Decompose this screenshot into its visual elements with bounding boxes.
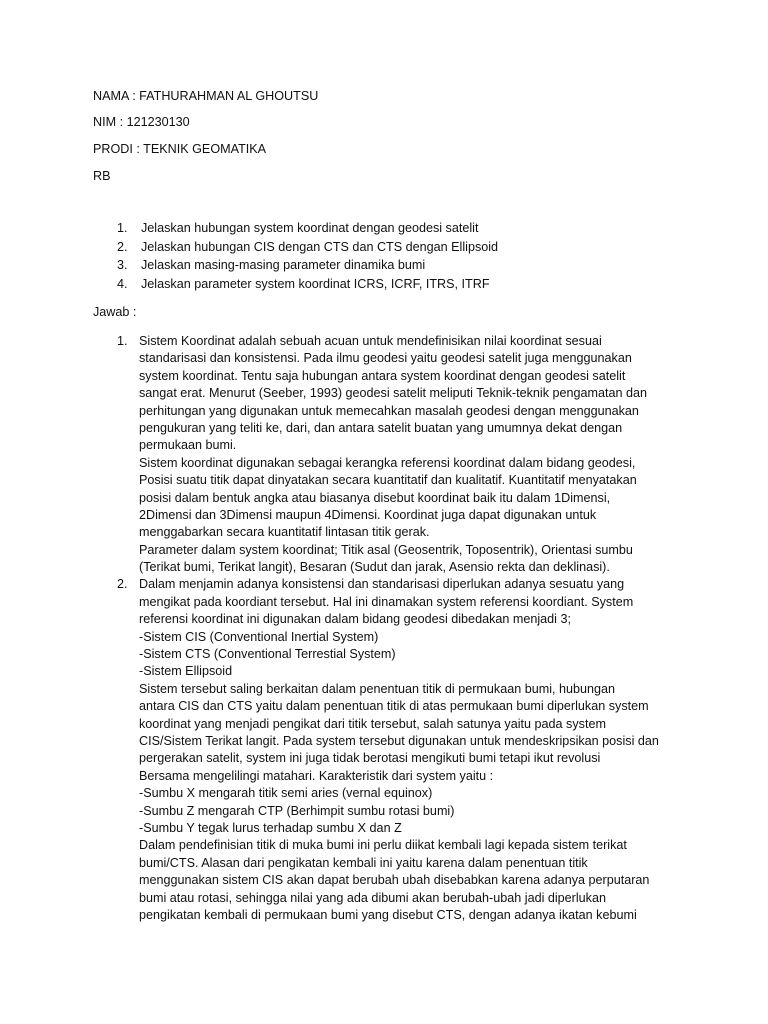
answer-line: -Sistem Ellipsoid [139, 664, 233, 679]
answer-line: Dalam pendefinisian titik di muka bumi ini perlu diikat kembali lagi kepada sistem terikat [139, 838, 627, 853]
answer-number: 2. [117, 577, 128, 592]
class-line: RB [93, 169, 111, 183]
answer-line: antara CIS dan CTS yaitu dalam penentuan titik di atas permukaan bumi diperlukan system [139, 699, 649, 714]
answer-line: Bersama mengelilingi matahari. Karakteristik dari system yaitu : [139, 768, 494, 783]
answer-line: -Sumbu Z mengarah CTP (Berhimpit sumbu rotasi bumi) [139, 803, 455, 818]
answer-line: -Sumbu X mengarah titik semi aries (vernal equinox) [139, 786, 433, 801]
question-text: Jelaskan hubungan system koordinat dengan geodesi satelit [141, 221, 479, 235]
answer-line: Posisi suatu titik dapat dinyatakan secara kuantitatif dan kualitatif. Kuantitatif menyatakan [139, 473, 637, 488]
question-number: 1. [117, 221, 128, 235]
answer-line: koordinat yang menjadi pengikat dari titik tersebut, salah satunya yaitu pada system [139, 716, 606, 731]
answer-line: CIS/Sistem Terikat langit. Pada system tersebut digunakan untuk mendeskripsikan posisi dan [139, 733, 659, 748]
answer-line: Parameter dalam system koordinat; Titik asal (Geosentrik, Toposentrik), Orientasi sumbu [139, 542, 633, 557]
question-number: 3. [117, 258, 128, 273]
answer-line: pengukuran yang teliti ke, dari, dan antara satelit buatan yang umumnya dekat dengan [139, 420, 623, 435]
answer-list [117, 333, 677, 924]
answer-line: 2Dimensi dan 3Dimensi maupun 4Dimensi. Koordinat juga dapat digunakan untuk [139, 507, 597, 522]
answer-line: mengikat pada koordiant tersebut. Hal ini dinamakan system referensi koordiant. System [139, 594, 634, 609]
answer-line: bumi/CTS. Alasan dari pengikatan kembali ini yaitu karena dalam penentuan titik [139, 855, 588, 870]
nim-line: NIM : 121230130 [93, 115, 190, 129]
answer-line: menggabarkan secara kuantitatif lintasan titik gerak. [139, 525, 430, 540]
question-text: Jelaskan masing-masing parameter dinamika bumi [141, 258, 426, 273]
answer-line: system koordinat. Tentu saja hubungan antara system koordinat dengan geodesi satelit [139, 368, 626, 383]
answer-line: -Sumbu Y tegak lurus terhadap sumbu X dan Z [139, 820, 402, 835]
answer-line: pengikatan kembali di permukaan bumi yang disebut CTS, dengan adanya ikatan kebumi [139, 907, 637, 922]
question-number: 2. [117, 239, 128, 254]
answer-line: Dalam menjamin adanya konsistensi dan standarisasi diperlukan adanya sesuatu yang [139, 577, 625, 592]
answer-body [139, 576, 677, 924]
answer-line: Sistem tersebut saling berkaitan dalam penentuan titik di permukaan bumi, hubungan [139, 681, 616, 696]
answer-line: -Sistem CTS (Conventional Terrestial System) [139, 647, 396, 662]
answer-line: standarisasi dan konsistensi. Pada ilmu geodesi yaitu geodesi satelit juga menggunakan [139, 351, 632, 366]
answer-line: permukaan bumi. [139, 438, 237, 453]
answer-line: posisi dalam bentuk angka atau biasanya disebut koordinat baik itu dalam 1Dimensi, [139, 490, 611, 505]
answer-line: Sistem koordinat digunakan sebagai kerangka referensi koordinat dalam bidang geodesi, [139, 455, 636, 470]
answer-number: 1. [117, 334, 128, 348]
question-text: Jelaskan parameter system koordinat ICRS, ICRF, ITRS, ITRF [141, 277, 490, 292]
answer-line: bumi atau rotasi, sehingga nilai yang ada dibumi akan berubah-ubah jadi diperlukan [139, 890, 606, 905]
question-text: Jelaskan hubungan CIS dengan CTS dan CTS dengan Ellipsoid [141, 239, 499, 254]
answer-line: sangat erat. Menurut (Seeber, 1993) geodesi satelit meliputi Teknik-teknik pengamatan dan [139, 386, 648, 401]
answer-line: -Sistem CIS (Conventional Inertial System) [139, 629, 379, 644]
answer-item [117, 576, 677, 924]
answer-item [117, 333, 677, 576]
name-line: NAMA : FATHURAHMAN AL GHOUTSU [93, 89, 319, 103]
answer-line: menggunakan sistem CIS akan dapat berubah ubah disebabkan karena adanya perputaran [139, 873, 650, 888]
answer-line: referensi koordinat ini digunakan dalam bidang geodesi dibedakan menjadi 3; [139, 612, 571, 627]
question-number: 4. [117, 277, 128, 292]
answer-line: (Terikat bumi, Terikat langit), Besaran (Sudut dan jarak, Asensio rekta dan deklinasi). [139, 560, 610, 575]
prodi-line: PRODI : TEKNIK GEOMATIKA [93, 142, 267, 156]
answer-line: pergerakan satelit, system ini juga tidak berotasi mengikuti bumi tetapi ikut revolusi [139, 751, 601, 766]
answer-heading: Jawab : [93, 305, 137, 319]
answer-line: Sistem Koordinat adalah sebuah acuan untuk mendefinisikan nilai koordinat sesuai [139, 334, 602, 348]
answer-body [139, 333, 677, 576]
answer-line: perhitungan yang digunakan untuk memecahkan masalah geodesi dengan menggunakan [139, 403, 639, 418]
